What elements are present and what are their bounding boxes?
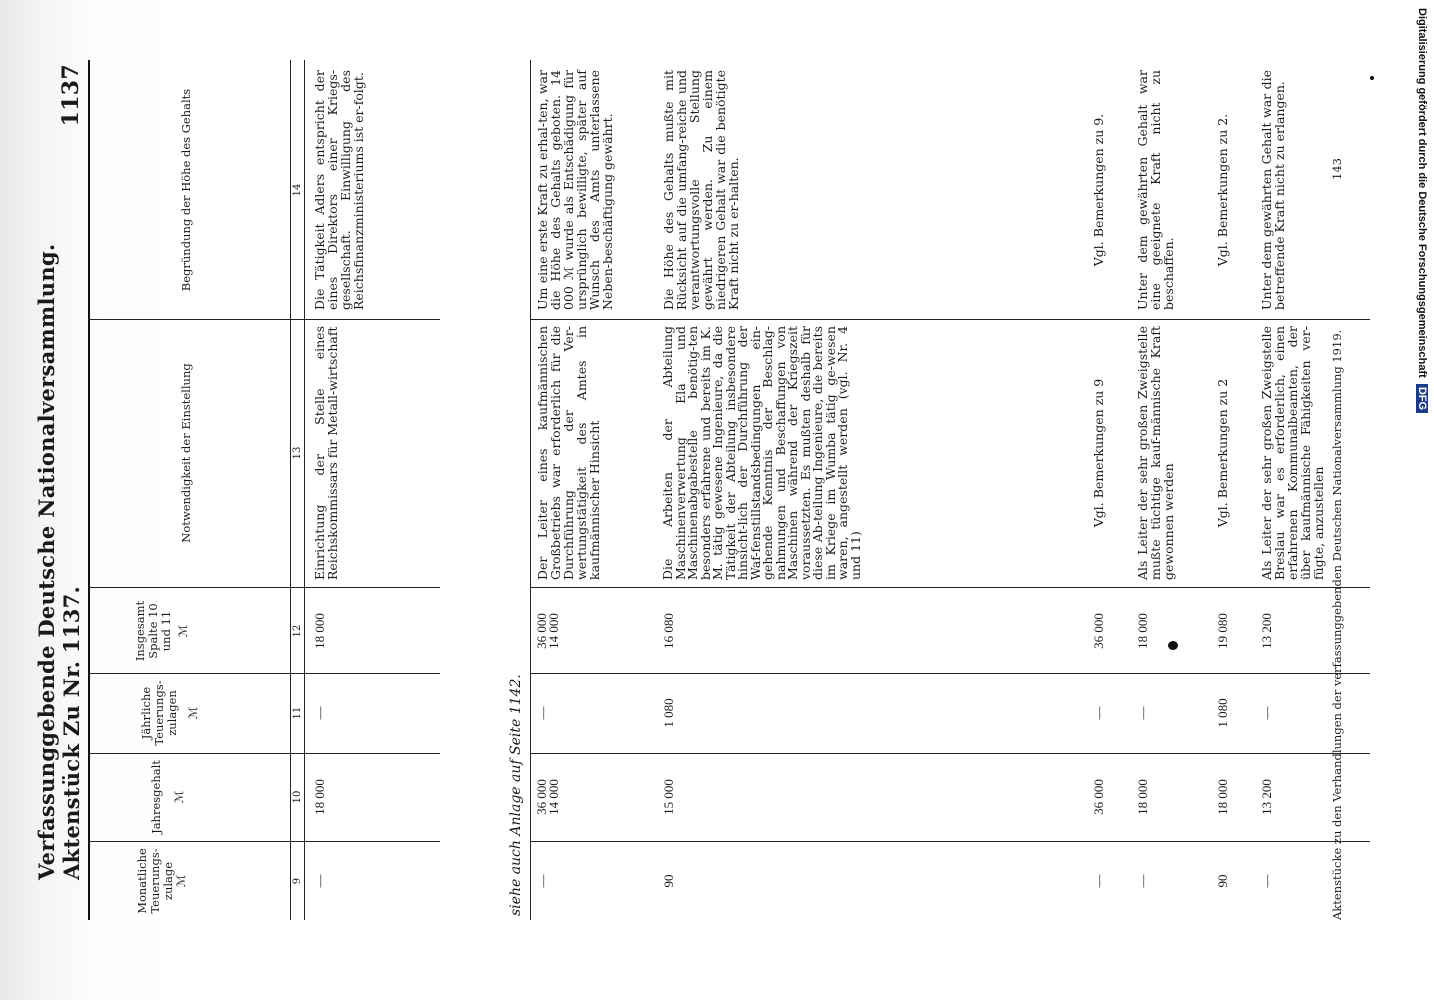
row3-c10: 36 000 xyxy=(1091,779,1106,815)
running-head xyxy=(34,60,84,920)
row6-c13: Als Leiter der sehr großen Zweigstelle Breslau war es erforderlich, einen erfahrenen Kommunalbeamten, der über kaufmännische Fähigkeiten ver-fügte, anzustellen xyxy=(1259,326,1326,580)
colno-13: 13 xyxy=(292,446,303,460)
row3-c14: Vgl. Bemerkungen zu 9. xyxy=(1091,113,1106,267)
rotated-document-page xyxy=(34,60,1380,920)
row0-c9: — xyxy=(312,874,327,888)
col-sep-9-10-lower xyxy=(530,841,1370,842)
row2-c13: Die Arbeiten der Abteilung Maschinenverwertung Ela und Maschinenabgabestelle benötig-ten besonders erfahrene und bereits im K. M. tätig gewesene Ingenieure, da die Tätigkeit der Abteilung insbesondere hinsicht-lich der Durchführung der Waf-fenstillstandsbedingungen ein-gehende Kenntnis der Beschlag-nahmungen und Beschaffungen von Maschinen während der Kriegszeit voraussetzten. Es mußten deshalb für diese Ab-teilung Ingenieure, die bereits im Kriege im Wumba tätig ge-wesen waren, angestellt werden (vgl. Nr. 4 und 11) xyxy=(660,326,863,580)
row3-c12: 36 000 xyxy=(1091,613,1106,649)
colno-11: 11 xyxy=(292,706,303,720)
row4-c11: — xyxy=(1135,706,1150,720)
credit-text: Digitalisierung gefördert durch die Deutsche Forschungsgemeinschaft xyxy=(1416,8,1428,378)
dfg-logo: DFG xyxy=(1416,384,1428,413)
colhead-10 xyxy=(150,758,186,836)
colno-14: 14 xyxy=(292,183,303,197)
row6-c14: Unter dem gewährten Gehalt war die betreffende Kraft nicht zu erlangen. xyxy=(1259,70,1287,310)
colhead-12-label: Insgesamt Spalte 10 und 11 xyxy=(133,600,173,662)
row2-c14: Die Höhe des Gehalts mußte mit Rücksicht auf die umfang-reiche und verantwortungsvolle Stellung gewährt werden. Zu einem niedrigeren Gehalt war die benötigte Kraft nicht zu er-halten. xyxy=(661,70,741,310)
row5-c10: 18 000 xyxy=(1215,779,1230,815)
table-top-rule xyxy=(88,60,90,920)
row1-c10: 36 000 14 000 xyxy=(534,779,561,815)
row0-c11: — xyxy=(312,706,327,720)
row6-c10: 13 200 xyxy=(1259,779,1274,815)
row3-c13: Vgl. Bemerkungen zu 9 xyxy=(1091,378,1106,528)
row1-c9: — xyxy=(535,874,550,888)
colhead-11-label: Jährliche Teuerungs-zulagen xyxy=(139,680,179,746)
colhead-10-label: Jahresgehalt xyxy=(149,760,163,834)
row1-c13: Der Leiter eines kaufmännischen Großbetriebs war erforderlich für die Durchführung der Ver-wertungstätigkeit des Amtes in kaufmännischer Hinsicht xyxy=(535,326,602,580)
colhead-14: Begründung der Höhe des Gehalts xyxy=(179,88,193,292)
row6-c11: — xyxy=(1259,706,1274,720)
row5-c14: Vgl. Bemerkungen zu 2. xyxy=(1215,113,1230,267)
row5-c13: Vgl. Bemerkungen zu 2 xyxy=(1215,378,1230,528)
row4-c12: 18 000 xyxy=(1135,613,1150,649)
row4-c13: Als Leiter der sehr großen Zweigstelle mußte tüchtige kauf-männische Kraft gewonnen werden xyxy=(1135,326,1176,580)
col-sep-13-14-lower xyxy=(530,319,1370,320)
row1-c12: 36 000 14 000 xyxy=(534,613,561,649)
header-rule xyxy=(290,60,291,920)
colhead-9-label: Monatliche Teuerungs-zulage xyxy=(135,848,175,914)
col-sep-13-14 xyxy=(88,319,440,320)
row4-c10: 18 000 xyxy=(1135,779,1150,815)
row4-c9: — xyxy=(1135,874,1150,888)
colhead-12 xyxy=(134,592,190,670)
row0-c13: Einrichtung der Stelle eines Reichskommissars für Metall-wirtschaft xyxy=(312,326,340,580)
row2-c11: 1 080 xyxy=(661,698,676,728)
colhead-9 xyxy=(136,846,188,916)
page-reference-note: siehe auch Anlage auf Seite 1142. xyxy=(508,674,524,916)
colno-12: 12 xyxy=(292,624,303,638)
footer-source: Aktenstücke zu den Verhandlungen der verfassunggebenden Deutschen Nationalversammlung 1919. xyxy=(1330,329,1344,920)
colhead-13: Notwendigkeit der Einstellung xyxy=(179,363,193,543)
colno-10: 10 xyxy=(292,790,303,804)
footer-sheet-number: 143 xyxy=(1330,158,1344,180)
row5-c9: 90 xyxy=(1215,874,1230,888)
col-sep-11-12 xyxy=(88,673,440,674)
colhead-11-unit: ℳ xyxy=(186,706,200,720)
section-rule xyxy=(530,60,531,920)
page-title: Verfassunggebende Deutsche Nationalversammlung. Aktenstück Zu Nr. 1137. xyxy=(34,243,84,880)
colhead-9-unit: ℳ xyxy=(174,874,188,888)
row6-c12: 13 200 xyxy=(1259,613,1274,649)
row0-c10: 18 000 xyxy=(312,779,327,815)
col-sep-12-13 xyxy=(88,587,440,588)
colno-9: 9 xyxy=(292,877,303,885)
row2-c9: 90 xyxy=(661,874,676,888)
row0-c14: Die Tätigkeit Adlers entspricht der eines Direktors einer Kriegs-gesellschaft. Einwilligung des Reichsfinanzministeriums ist er-folgt. xyxy=(312,70,366,310)
ink-dot xyxy=(1370,76,1374,80)
colhead-12-unit: ℳ xyxy=(176,624,190,638)
row0-c12: 18 000 xyxy=(312,613,327,649)
row1-c11: — xyxy=(535,706,550,720)
colno-rule xyxy=(304,60,305,920)
col-sep-9-10 xyxy=(88,841,440,842)
ink-blot xyxy=(1168,641,1178,650)
row6-c9: — xyxy=(1259,874,1274,888)
colhead-11 xyxy=(140,678,200,748)
col-sep-10-11 xyxy=(88,753,440,754)
row3-c11: — xyxy=(1091,706,1106,720)
col-sep-10-11-lower xyxy=(530,753,1370,754)
row5-c11: 1 080 xyxy=(1215,698,1230,728)
page-number: 1137 xyxy=(58,64,84,127)
col-sep-12-13-lower xyxy=(530,587,1370,588)
row2-c12: 16 080 xyxy=(661,613,676,649)
colhead-10-unit: ℳ xyxy=(172,790,186,804)
row5-c12: 19 080 xyxy=(1215,613,1230,649)
digitization-credit xyxy=(1416,8,1428,413)
row1-c14: Um eine erste Kraft zu erhal-ten, war die Höhe des Gehalts geboten. 14 000 ℳ wurde als Entschädigung für ursprünglich bewilligte, später auf Wunsch des Amts unterlassene Neben-beschäftigung gewährt. xyxy=(535,70,615,310)
row4-c14: Unter dem gewährten Gehalt war eine geeignete Kraft nicht zu beschaffen. xyxy=(1135,70,1176,310)
col-sep-11-12-lower xyxy=(530,673,1370,674)
row3-c9: — xyxy=(1091,874,1106,888)
row2-c10: 15 000 xyxy=(661,779,676,815)
